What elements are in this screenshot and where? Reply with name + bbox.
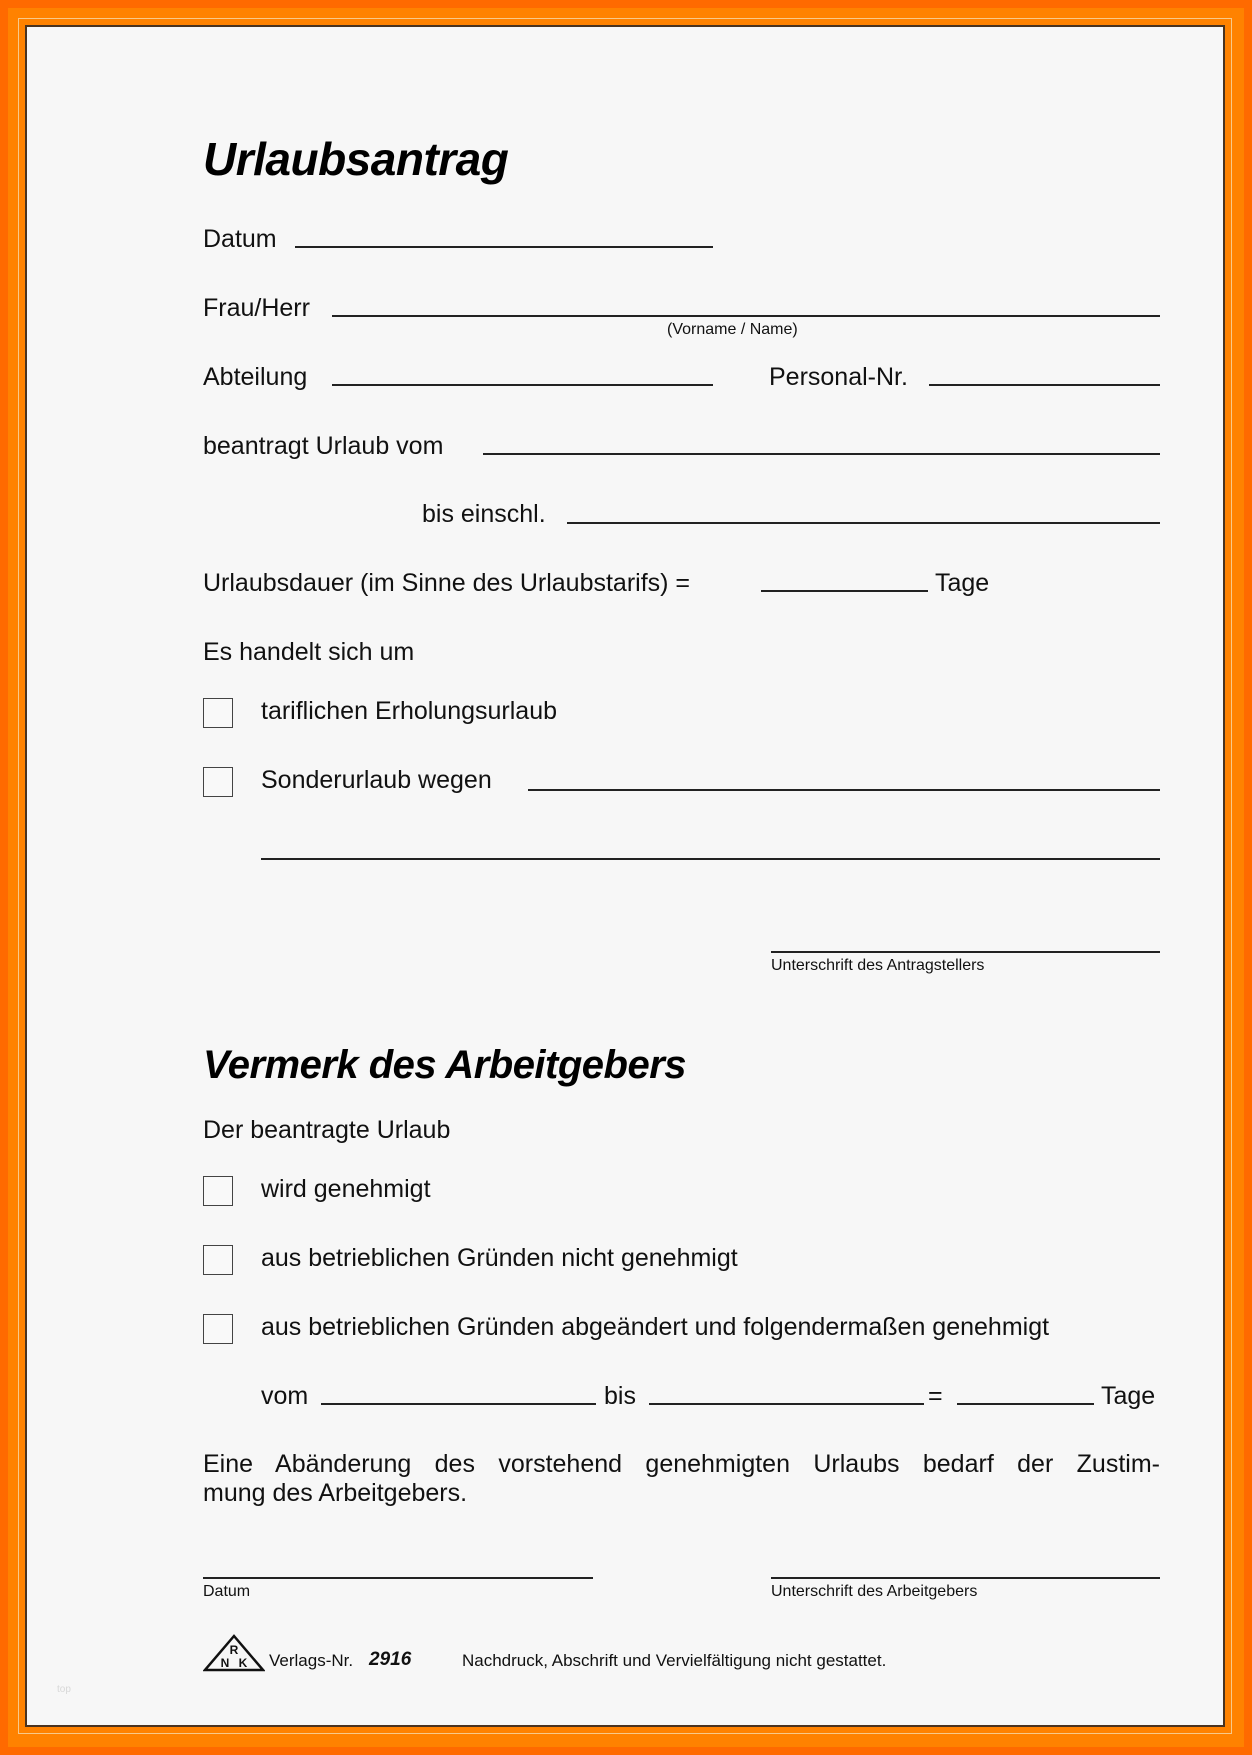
employer-section-title: Vermerk des Arbeitgebers [203, 1043, 687, 1087]
sonderurlaub-reason-line-1[interactable] [528, 789, 1160, 791]
checkbox-genehmigt[interactable] [203, 1176, 233, 1206]
approved-tage-input-line[interactable] [957, 1403, 1094, 1405]
employer-datum-line[interactable] [203, 1577, 593, 1579]
abteilung-label: Abteilung [203, 363, 308, 391]
approved-tage-label: Tage [1101, 1382, 1156, 1410]
personal-nr-label: Personal-Nr. [769, 363, 908, 391]
logo-letter-r: R [229, 1643, 239, 1657]
form-title: Urlaubsantrag [203, 133, 509, 185]
bis-einschl-input-line[interactable] [567, 522, 1160, 524]
name-input-line[interactable] [332, 315, 1160, 317]
urlaub-vom-input-line[interactable] [483, 453, 1160, 455]
approved-vom-input-line[interactable] [321, 1403, 596, 1405]
employer-intro: Der beantragte Urlaub [203, 1116, 451, 1144]
checkbox-erholungsurlaub[interactable] [203, 698, 233, 728]
urlaubsdauer-unit: Tage [935, 569, 990, 597]
option-sonderurlaub-label: Sonderurlaub wegen [261, 766, 492, 794]
verlag-number: 2916 [369, 1649, 412, 1670]
option-genehmigt-label: wird genehmigt [261, 1175, 431, 1203]
notice-line-2: mung des Arbeitgebers. [203, 1479, 468, 1507]
employer-datum-label: Datum [203, 1583, 251, 1600]
datum-label: Datum [203, 225, 277, 253]
applicant-signature-label: Unterschrift des Antragstellers [771, 957, 985, 974]
watermark-text: top [57, 1684, 71, 1695]
abteilung-input-line[interactable] [332, 384, 713, 386]
option-abgeaendert-label: aus betrieblichen Gründen abgeändert und folgendermaßen genehmigt [261, 1313, 1050, 1341]
logo-letter-k: K [238, 1656, 248, 1670]
employer-signature-label: Unterschrift des Arbeitgebers [771, 1583, 978, 1600]
approved-vom-label: vom [261, 1382, 309, 1410]
approved-bis-input-line[interactable] [649, 1403, 924, 1405]
urlaubsdauer-input-line[interactable] [761, 590, 928, 592]
rnk-triangle-icon [203, 1634, 265, 1672]
checkbox-nicht-genehmigt[interactable] [203, 1245, 233, 1275]
copyright-notice: Nachdruck, Abschrift und Vervielfältigung nicht gestattet. [462, 1651, 887, 1670]
approved-bis-label: bis [604, 1382, 636, 1410]
publisher-logo [203, 1634, 265, 1672]
applicant-signature-line[interactable] [771, 951, 1160, 953]
urlaubsdauer-label: Urlaubsdauer (im Sinne des Urlaubstarifs) = [203, 569, 691, 597]
notice-line-1: Eine Abänderung des vorstehend genehmigten Urlaubs bedarf der Zustim- [203, 1450, 1160, 1478]
type-question: Es handelt sich um [203, 638, 415, 666]
logo-letter-n: N [220, 1656, 230, 1670]
datum-input-line[interactable] [295, 246, 713, 248]
option-erholungsurlaub-label: tariflichen Erholungsurlaub [261, 697, 558, 725]
name-hint: (Vorname / Name) [667, 321, 798, 338]
verlag-label: Verlags-Nr. [269, 1651, 354, 1670]
bis-einschl-label: bis einschl. [422, 500, 546, 528]
personal-nr-input-line[interactable] [929, 384, 1160, 386]
name-label: Frau/Herr [203, 294, 310, 322]
checkbox-sonderurlaub[interactable] [203, 767, 233, 797]
checkbox-abgeaendert-genehmigt[interactable] [203, 1314, 233, 1344]
sonderurlaub-reason-line-2[interactable] [261, 858, 1160, 860]
employer-signature-line[interactable] [771, 1577, 1160, 1579]
option-nicht-genehmigt-label: aus betrieblichen Gründen nicht genehmigt [261, 1244, 738, 1272]
urlaub-vom-label: beantragt Urlaub vom [203, 432, 444, 460]
approved-equals-sign: = [928, 1382, 943, 1410]
